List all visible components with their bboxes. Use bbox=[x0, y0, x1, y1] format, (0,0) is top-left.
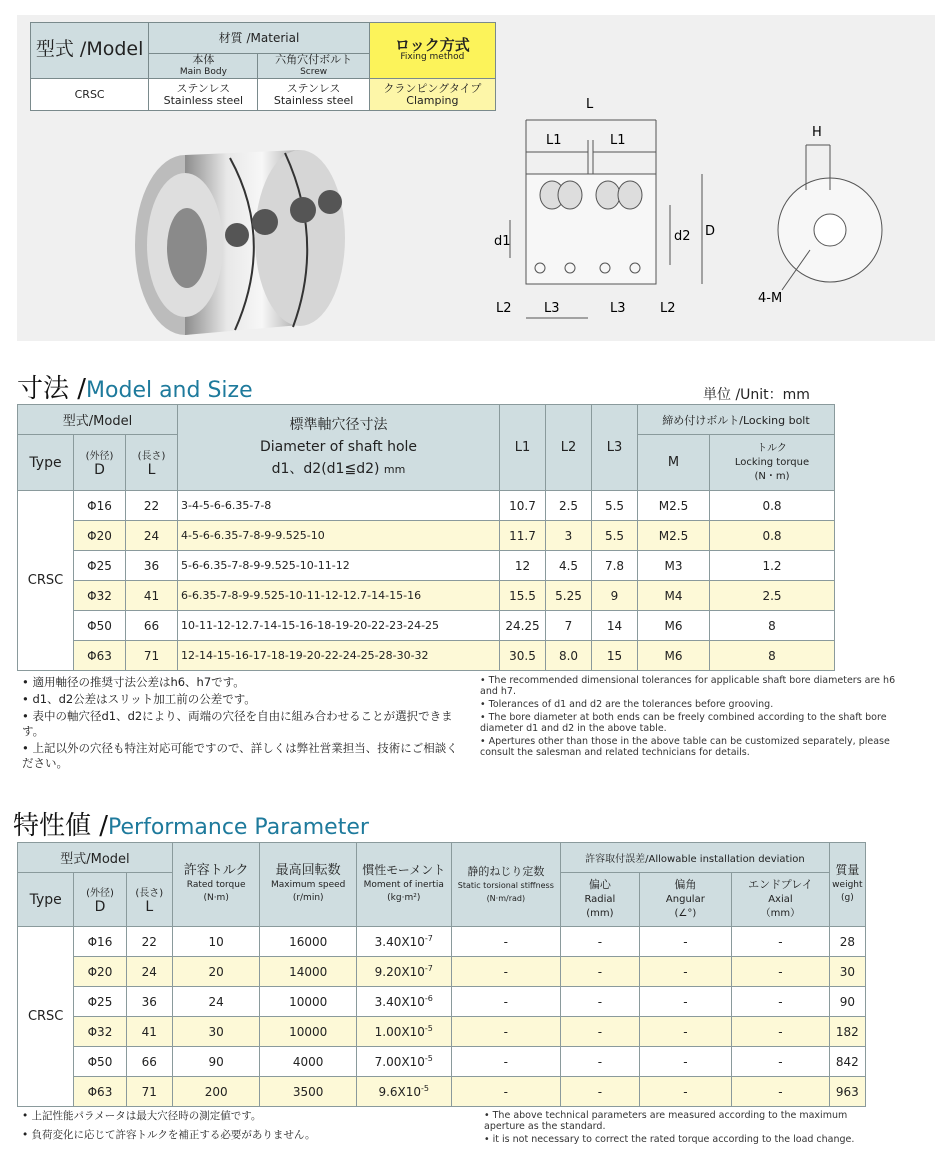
cell-M: M6 bbox=[638, 611, 710, 641]
cell-L1: 30.5 bbox=[500, 641, 546, 671]
body-value: ステンレス Stainless steel bbox=[149, 79, 258, 111]
cell-L1: 11.7 bbox=[500, 521, 546, 551]
cell-M: M2.5 bbox=[638, 491, 710, 521]
bore-hole bbox=[167, 208, 207, 288]
clamp-value: クランピングタイプ Clamping bbox=[369, 79, 495, 111]
cell-D: Φ63 bbox=[74, 641, 126, 671]
table-row bbox=[18, 1077, 866, 1107]
size-notes-en bbox=[480, 675, 900, 760]
size-table bbox=[17, 404, 835, 671]
cell-K: - bbox=[451, 957, 561, 987]
note-item: • it is not necessary to correct the rated torque according to the load change. bbox=[484, 1134, 855, 1145]
cell-T: 30 bbox=[172, 1017, 260, 1047]
cell-L3: 15 bbox=[592, 641, 638, 671]
cell-inertia: $1.00X10^{-5}$ bbox=[356, 1017, 451, 1047]
technical-drawing bbox=[490, 90, 930, 330]
cell-S: 14000 bbox=[260, 957, 357, 987]
unit-label: 単位 /Unit：mm bbox=[703, 387, 810, 403]
bolt-header: 締め付けボルト/Locking bolt bbox=[638, 405, 835, 435]
cell-M: M6 bbox=[638, 641, 710, 671]
cell-L: 22 bbox=[126, 491, 178, 521]
cell-R: - bbox=[561, 1077, 639, 1107]
note-item: • 上記性能パラメータは最大穴径時の測定値です。 bbox=[22, 1110, 262, 1122]
size-notes-jp bbox=[22, 675, 462, 773]
cell-X: - bbox=[732, 957, 830, 987]
table-row bbox=[18, 1017, 866, 1047]
coupling-side bbox=[255, 150, 345, 326]
cell-S: 4000 bbox=[260, 1047, 357, 1077]
cell-D: Φ50 bbox=[74, 1047, 126, 1077]
table-row bbox=[18, 957, 866, 987]
cell-bore: 10-11-12-12.7-14-15-16-18-19-20-22-23-24-25 bbox=[178, 611, 500, 641]
size-section-title: 寸法 /Model and Size bbox=[17, 374, 253, 404]
L1-header: L1 bbox=[500, 405, 546, 491]
size-model-header: 型式/Model bbox=[18, 405, 178, 435]
cell-L: 71 bbox=[126, 1077, 172, 1107]
dim-L2a: L2 bbox=[496, 301, 512, 316]
perf-notes-en bbox=[484, 1110, 884, 1147]
cell-D: Φ16 bbox=[74, 927, 126, 957]
cell-W: 182 bbox=[829, 1017, 865, 1047]
cell-X: - bbox=[732, 1047, 830, 1077]
screw-head bbox=[318, 190, 342, 214]
note-item: • Tolerances of d1 and d2 are the tolerances before grooving. bbox=[480, 699, 774, 710]
cell-S: 16000 bbox=[260, 927, 357, 957]
note-item: • Apertures other than those in the above table can be customized separately, please consult the salesman and related technicians for details. bbox=[480, 736, 890, 758]
cell-T: 0.8 bbox=[710, 521, 835, 551]
cell-L1: 24.25 bbox=[500, 611, 546, 641]
torque-header: トルク Locking torque (N・m) bbox=[710, 435, 835, 491]
note-item: • 負荷変化に応じて許容トルクを補正する必要がありません。 bbox=[22, 1129, 316, 1141]
axial-header: エンドプレイ Axial （mm） bbox=[732, 873, 830, 927]
cell-L2: 4.5 bbox=[546, 551, 592, 581]
M-header: M bbox=[638, 435, 710, 491]
cell-T: 2.5 bbox=[710, 581, 835, 611]
table-row bbox=[18, 521, 835, 551]
cell-T: 8 bbox=[710, 611, 835, 641]
len-header: (長さ) L bbox=[126, 435, 178, 491]
cell-L2: 3 bbox=[546, 521, 592, 551]
cell-D: Φ20 bbox=[74, 521, 126, 551]
cell-S: 10000 bbox=[260, 987, 357, 1017]
rated-torque-header: 許容トルク Rated torque (N·m) bbox=[172, 843, 260, 927]
cell-X: - bbox=[732, 1077, 830, 1107]
screw-head bbox=[225, 223, 249, 247]
cell-L: 71 bbox=[126, 641, 178, 671]
dim-d1: d1 bbox=[494, 234, 511, 249]
dim-L1a: L1 bbox=[546, 133, 562, 148]
cell-L2: 7 bbox=[546, 611, 592, 641]
cell-D: Φ25 bbox=[74, 551, 126, 581]
cell-X: - bbox=[732, 987, 830, 1017]
cell-R: - bbox=[561, 927, 639, 957]
cell-A: - bbox=[639, 957, 732, 987]
note-item: • 上記以外の穴径も特注対応可能ですので、詳しくは弊社営業担当、技術にご相談ください。 bbox=[22, 741, 458, 770]
screw-head bbox=[290, 197, 316, 223]
cell-L2: 8.0 bbox=[546, 641, 592, 671]
cell-L1: 12 bbox=[500, 551, 546, 581]
table-row bbox=[18, 641, 835, 671]
dim-L: L bbox=[586, 97, 594, 112]
cell-L: 41 bbox=[126, 581, 178, 611]
cell-D: Φ16 bbox=[74, 491, 126, 521]
cell-L: 66 bbox=[126, 611, 178, 641]
perf-table bbox=[17, 842, 866, 1107]
material-header: 材質 /Material bbox=[149, 23, 369, 54]
type-cell: CRSC bbox=[18, 491, 74, 671]
table-row bbox=[18, 927, 866, 957]
cell-L3: 7.8 bbox=[592, 551, 638, 581]
model-header: 型式 /Model bbox=[31, 23, 149, 79]
main-body-header: 本体 Main Body bbox=[149, 54, 258, 79]
cell-D: Φ32 bbox=[74, 581, 126, 611]
cell-A: - bbox=[639, 1077, 732, 1107]
cell-X: - bbox=[732, 927, 830, 957]
cell-T: 0.8 bbox=[710, 491, 835, 521]
fixing-header: ロック方式 Fixing method bbox=[369, 23, 495, 79]
cell-M: M4 bbox=[638, 581, 710, 611]
perf-type-header: Type bbox=[18, 873, 74, 927]
deviation-header: 許容取付誤差/Allowable installation deviation bbox=[561, 843, 830, 873]
note-item: • 表中の軸穴径d1、d2により、両端の穴径を自由に組み合わせることが選択できます。 bbox=[22, 709, 453, 738]
cell-L: 24 bbox=[126, 521, 178, 551]
table-row bbox=[18, 1047, 866, 1077]
cell-D: Φ25 bbox=[74, 987, 126, 1017]
cell-T: 20 bbox=[172, 957, 260, 987]
cell-K: - bbox=[451, 927, 561, 957]
cell-L1: 10.7 bbox=[500, 491, 546, 521]
dim-d2: d2 bbox=[674, 229, 691, 244]
note-item: • The recommended dimensional tolerances for applicable shaft bore diameters are h6 and h7. bbox=[480, 675, 896, 697]
cell-T: 200 bbox=[172, 1077, 260, 1107]
cell-inertia: $3.40X10^{-7}$ bbox=[356, 927, 451, 957]
cell-R: - bbox=[561, 1047, 639, 1077]
cell-K: - bbox=[451, 1047, 561, 1077]
cell-L: 66 bbox=[126, 1047, 172, 1077]
dim-L3b: L3 bbox=[610, 301, 626, 316]
cell-L3: 5.5 bbox=[592, 521, 638, 551]
cell-L3: 14 bbox=[592, 611, 638, 641]
cell-inertia: $9.20X10^{-7}$ bbox=[356, 957, 451, 987]
cell-T: 24 bbox=[172, 987, 260, 1017]
cell-L3: 9 bbox=[592, 581, 638, 611]
screw-head bbox=[252, 209, 278, 235]
cell-W: 28 bbox=[829, 927, 865, 957]
perf-section-title: 特性値 /Performance Parameter bbox=[13, 811, 369, 841]
cell-D: Φ32 bbox=[74, 1017, 126, 1047]
cell-T: 10 bbox=[172, 927, 260, 957]
dim-L3a: L3 bbox=[544, 301, 560, 316]
cell-inertia: $7.00X10^{-5}$ bbox=[356, 1047, 451, 1077]
cell-M: M2.5 bbox=[638, 521, 710, 551]
type-header: Type bbox=[18, 435, 74, 491]
model-value: CRSC bbox=[31, 79, 149, 111]
screw-header: 六角穴付ボルト Screw bbox=[258, 54, 369, 79]
perf-notes-jp bbox=[22, 1108, 462, 1146]
cell-K: - bbox=[451, 987, 561, 1017]
cell-T: 8 bbox=[710, 641, 835, 671]
coupling-photo bbox=[125, 140, 365, 340]
od-header: (外径) D bbox=[74, 435, 126, 491]
cell-D: Φ20 bbox=[74, 957, 126, 987]
material-table bbox=[30, 22, 496, 111]
cell-W: 90 bbox=[829, 987, 865, 1017]
cell-A: - bbox=[639, 1017, 732, 1047]
L2-header: L2 bbox=[546, 405, 592, 491]
table-row bbox=[18, 491, 835, 521]
cell-S: 10000 bbox=[260, 1017, 357, 1047]
note-item: • 適用軸径の推奨寸法公差はh6、h7です。 bbox=[22, 675, 245, 689]
type-cell: CRSC bbox=[18, 927, 74, 1107]
max-speed-header: 最高回転数 Maximum speed (r/min) bbox=[260, 843, 357, 927]
cell-T: 90 bbox=[172, 1047, 260, 1077]
cell-L: 41 bbox=[126, 1017, 172, 1047]
cell-W: 842 bbox=[829, 1047, 865, 1077]
note-item: • The bore diameter at both ends can be freely combined according to the shaft bore diameter d1 and d2 in the above table. bbox=[480, 712, 887, 734]
dim-M: 4-M bbox=[758, 291, 783, 306]
cell-inertia: $9.6X10^{-5}$ bbox=[356, 1077, 451, 1107]
cell-K: - bbox=[451, 1077, 561, 1107]
cell-T: 1.2 bbox=[710, 551, 835, 581]
radial-header: 偏心 Radial (mm) bbox=[561, 873, 639, 927]
cell-D: Φ63 bbox=[74, 1077, 126, 1107]
perf-model-header: 型式/Model bbox=[18, 843, 173, 873]
dim-L2b: L2 bbox=[660, 301, 676, 316]
note-item: • The above technical parameters are measured according to the maximum aperture as the standard. bbox=[484, 1110, 848, 1132]
dim-H: H bbox=[812, 125, 822, 140]
table-row bbox=[18, 581, 835, 611]
stiffness-header: 静的ねじり定数 Static torsional stiffness (N·m/rad) bbox=[451, 843, 561, 927]
weight-header: 質量 weight (g) bbox=[829, 843, 865, 927]
note-item: • d1、d2公差はスリット加工前の公差です。 bbox=[22, 692, 256, 706]
cell-L2: 2.5 bbox=[546, 491, 592, 521]
cell-L3: 5.5 bbox=[592, 491, 638, 521]
bore-header: 標準軸穴径寸法 Diameter of shaft hole d1、d2(d1≦d2) mm bbox=[178, 405, 500, 491]
table-row bbox=[18, 611, 835, 641]
table-row bbox=[18, 987, 866, 1017]
cell-bore: 3-4-5-6-6.35-7-8 bbox=[178, 491, 500, 521]
cell-X: - bbox=[732, 1017, 830, 1047]
cell-R: - bbox=[561, 1017, 639, 1047]
cell-L2: 5.25 bbox=[546, 581, 592, 611]
screw-value: ステンレス Stainless steel bbox=[258, 79, 369, 111]
cell-R: - bbox=[561, 957, 639, 987]
cell-W: 963 bbox=[829, 1077, 865, 1107]
angular-header: 偏角 Angular (∠°) bbox=[639, 873, 732, 927]
cell-inertia: $3.40X10^{-6}$ bbox=[356, 987, 451, 1017]
dim-L1b: L1 bbox=[610, 133, 626, 148]
cell-L: 24 bbox=[126, 957, 172, 987]
cell-A: - bbox=[639, 1047, 732, 1077]
perf-len-header: (長さ) L bbox=[126, 873, 172, 927]
cell-bore: 12-14-15-16-17-18-19-20-22-24-25-28-30-32 bbox=[178, 641, 500, 671]
cell-R: - bbox=[561, 987, 639, 1017]
cell-bore: 6-6.35-7-8-9-9.525-10-11-12-12.7-14-15-16 bbox=[178, 581, 500, 611]
inertia-header: 慣性モーメント Moment of inertia (kg·m²) bbox=[356, 843, 451, 927]
table-row bbox=[18, 551, 835, 581]
cell-L: 36 bbox=[126, 987, 172, 1017]
cell-S: 3500 bbox=[260, 1077, 357, 1107]
cell-L: 36 bbox=[126, 551, 178, 581]
dim-D: D bbox=[705, 224, 716, 239]
cell-W: 30 bbox=[829, 957, 865, 987]
perf-od-header: (外径) D bbox=[74, 873, 126, 927]
cell-L: 22 bbox=[126, 927, 172, 957]
cell-L1: 15.5 bbox=[500, 581, 546, 611]
cell-bore: 4-5-6-6.35-7-8-9-9.525-10 bbox=[178, 521, 500, 551]
cell-D: Φ50 bbox=[74, 611, 126, 641]
cell-A: - bbox=[639, 927, 732, 957]
cell-bore: 5-6-6.35-7-8-9-9.525-10-11-12 bbox=[178, 551, 500, 581]
cell-K: - bbox=[451, 1017, 561, 1047]
L3-header: L3 bbox=[592, 405, 638, 491]
cell-M: M3 bbox=[638, 551, 710, 581]
cell-A: - bbox=[639, 987, 732, 1017]
